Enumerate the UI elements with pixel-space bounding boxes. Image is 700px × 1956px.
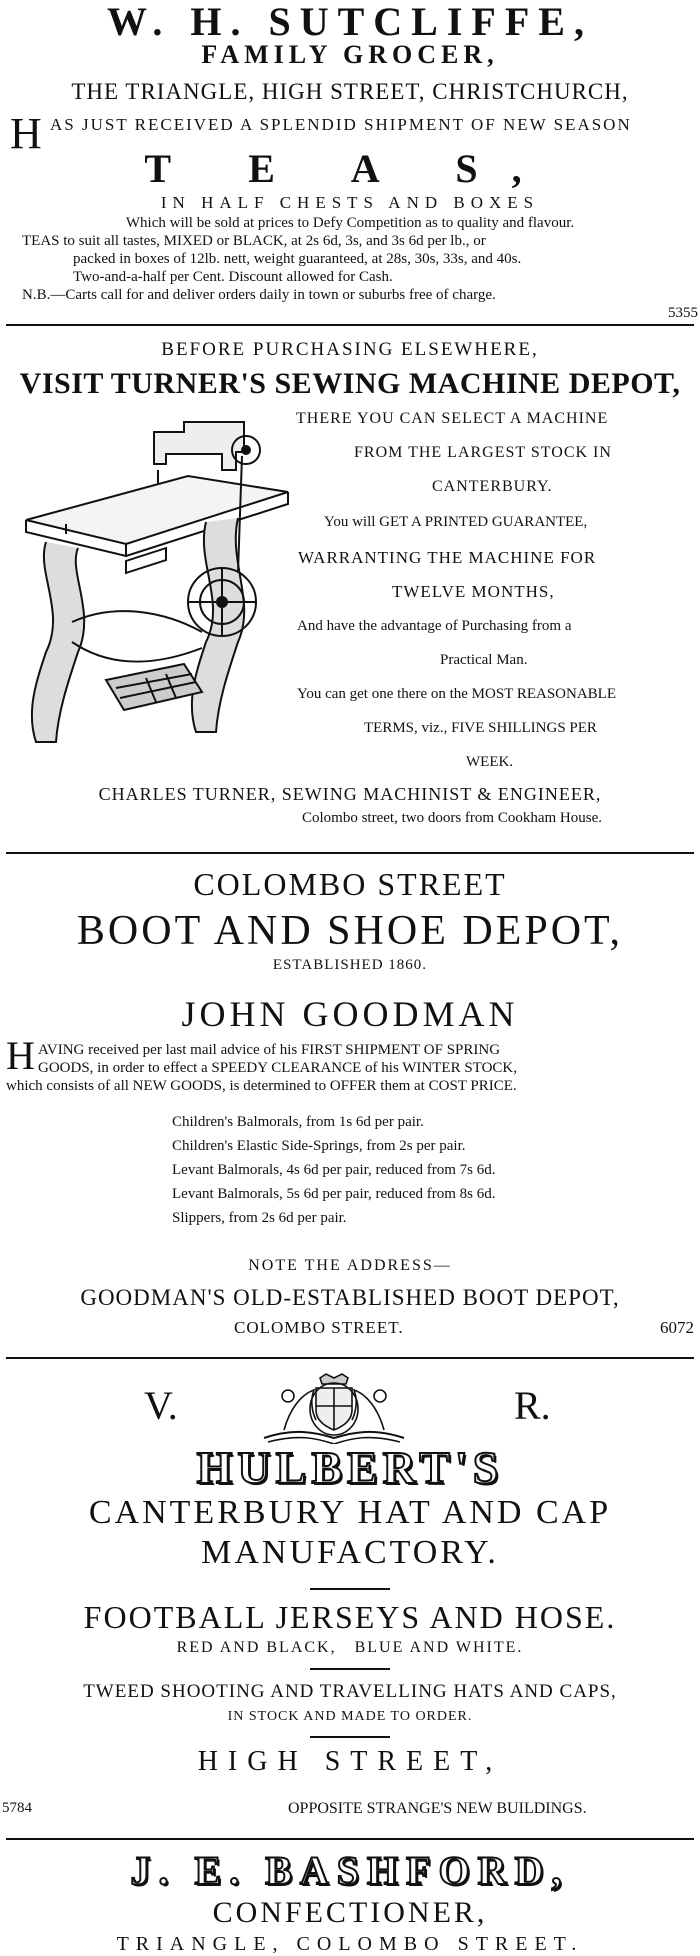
turner-line-terms: TERMS, viz., FIVE SHILLINGS PER xyxy=(364,720,597,736)
short-divider xyxy=(310,1736,390,1738)
hulbert-opposite: OPPOSITE STRANGE'S NEW BUILDINGS. xyxy=(288,1800,587,1817)
sutcliffe-delivery-line: N.B.—Carts call for and deliver orders daily in town or suburbs free of charge. xyxy=(22,287,496,303)
goodman-headline: BOOT AND SHOE DEPOT, xyxy=(76,908,624,954)
turner-line-canterbury: CANTERBURY. xyxy=(432,478,553,495)
goodman-intro-line-3: which consists of all NEW GOODS, is determined to OFFER them at COST PRICE. xyxy=(6,1078,517,1094)
goodman-address: COLOMBO STREET. xyxy=(234,1318,404,1337)
turner-top-line: BEFORE PURCHASING ELSEWHERE, xyxy=(161,339,539,360)
goodman-intro-line-2: GOODS, in order to effect a SPEEDY CLEARANCE of his WINTER STOCK, xyxy=(38,1060,517,1076)
goodman-street: COLOMBO STREET xyxy=(193,866,507,902)
sutcliffe-boxes-line: packed in boxes of 12lb. nett, weight guaranteed, at 28s, 30s, 33s, and 40s. xyxy=(73,251,522,267)
turner-line-warranting: WARRANTING THE MACHINE FOR xyxy=(298,548,597,567)
hulbert-stock: IN STOCK AND MADE TO ORDER. xyxy=(227,1709,473,1724)
turner-line-practical: Practical Man. xyxy=(440,652,528,668)
goodman-price-item: Children's Balmorals, from 1s 6d per pair. xyxy=(172,1114,424,1130)
turner-line-stock: FROM THE LARGEST STOCK IN xyxy=(354,444,612,461)
goodman-established: ESTABLISHED 1860. xyxy=(272,957,428,973)
hulbert-letter-r: R. xyxy=(514,1383,551,1428)
hulbert-name: HULBERT'S xyxy=(196,1442,504,1493)
hulbert-manufactory-line-2: MANUFACTORY. xyxy=(201,1534,499,1571)
goodman-price-item: Slippers, from 2s 6d per pair. xyxy=(172,1210,347,1226)
bashford-advertisement xyxy=(0,1840,700,1956)
turner-signature: CHARLES TURNER, SEWING MACHINIST & ENGINEER, xyxy=(98,784,602,804)
sewing-machine-illustration xyxy=(6,412,294,768)
goodman-price-item: Levant Balmorals, 4s 6d per pair, reduced from 7s 6d. xyxy=(172,1162,496,1178)
turner-location: Colombo street, two doors from Cookham House. xyxy=(302,810,602,826)
sutcliffe-trade: FAMILY GROCER, xyxy=(201,40,499,69)
hulbert-street: HIGH STREET, xyxy=(197,1746,503,1777)
sutcliffe-reference-number: 5355 xyxy=(668,305,698,321)
bashford-trade: CONFECTIONER, xyxy=(212,1896,488,1929)
goodman-drop-cap: H xyxy=(6,1033,35,1078)
hulbert-tweed: TWEED SHOOTING AND TRAVELLING HATS AND CAPS, xyxy=(83,1681,617,1702)
short-divider xyxy=(310,1668,390,1670)
goodman-reference-number: 6072 xyxy=(660,1318,694,1337)
goodman-advertisement xyxy=(0,856,700,1356)
turner-line-twelve-months: TWELVE MONTHS, xyxy=(392,582,555,601)
hulbert-manufactory-line-1: CANTERBURY HAT AND CAP xyxy=(88,1494,612,1531)
sutcliffe-teas-line: TEAS to suit all tastes, MIXED or BLACK, at 2s 6d, 3s, and 3s 6d per lb., or xyxy=(22,233,486,249)
sutcliffe-address: THE TRIANGLE, HIGH STREET, CHRISTCHURCH, xyxy=(71,79,629,104)
hulbert-football: FOOTBALL JERSEYS AND HOSE. xyxy=(83,1599,617,1635)
turner-headline: VISIT TURNER'S SEWING MACHINE DEPOT, xyxy=(19,367,681,400)
sutcliffe-containers: IN HALF CHESTS AND BOXES xyxy=(160,193,540,212)
turner-line-select: THERE YOU CAN SELECT A MACHINE xyxy=(296,410,609,427)
turner-line-week: WEEK. xyxy=(466,754,514,770)
turner-line-guarantee: You will GET A PRINTED GUARANTEE, xyxy=(324,514,588,530)
turner-advertisement xyxy=(0,330,700,850)
sutcliffe-price-line: Which will be sold at prices to Defy Competition as to quality and flavour. xyxy=(125,215,575,231)
goodman-intro-line-1: AVING received per last mail advice of his FIRST SHIPMENT OF SPRING xyxy=(38,1042,501,1058)
goodman-depot: GOODMAN'S OLD-ESTABLISHED BOOT DEPOT, xyxy=(80,1285,620,1310)
goodman-note: NOTE THE ADDRESS— xyxy=(248,1257,452,1274)
hulbert-advertisement xyxy=(0,1362,700,1836)
sutcliffe-name: W. H. SUTCLIFFE, xyxy=(107,0,593,44)
hulbert-reference-number: 5784 xyxy=(2,1800,32,1816)
turner-line-reasonable: You can get one there on the MOST REASONABLE xyxy=(297,686,617,702)
short-divider xyxy=(310,1588,390,1590)
goodman-price-item: Children's Elastic Side-Springs, from 2s per pair. xyxy=(172,1138,466,1154)
hulbert-colours: RED AND BLACK, BLUE AND WHITE. xyxy=(176,1639,524,1656)
divider-rule xyxy=(6,324,694,326)
hulbert-letter-v: V. xyxy=(144,1383,178,1428)
divider-rule xyxy=(6,852,694,854)
bashford-name: J. E. BASHFORD, xyxy=(130,1848,570,1893)
sutcliffe-discount-line: Two-and-a-half per Cent. Discount allowed for Cash. xyxy=(73,269,393,285)
goodman-proprietor: JOHN GOODMAN xyxy=(181,994,519,1034)
goodman-price-item: Levant Balmorals, 5s 6d per pair, reduced from 8s 6d. xyxy=(172,1186,496,1202)
royal-coat-of-arms-icon xyxy=(254,1372,414,1444)
turner-line-advantage: And have the advantage of Purchasing from a xyxy=(297,618,572,634)
sutcliffe-advertisement xyxy=(0,0,700,322)
bashford-address: TRIANGLE, COLOMBO STREET. xyxy=(116,1933,584,1955)
divider-rule xyxy=(6,1357,694,1359)
sutcliffe-intro: AS JUST RECEIVED A SPLENDID SHIPMENT OF NEW SEASON xyxy=(50,115,632,134)
sutcliffe-teas-heading: T E A S, xyxy=(144,146,556,191)
sutcliffe-drop-cap: H xyxy=(10,109,42,158)
